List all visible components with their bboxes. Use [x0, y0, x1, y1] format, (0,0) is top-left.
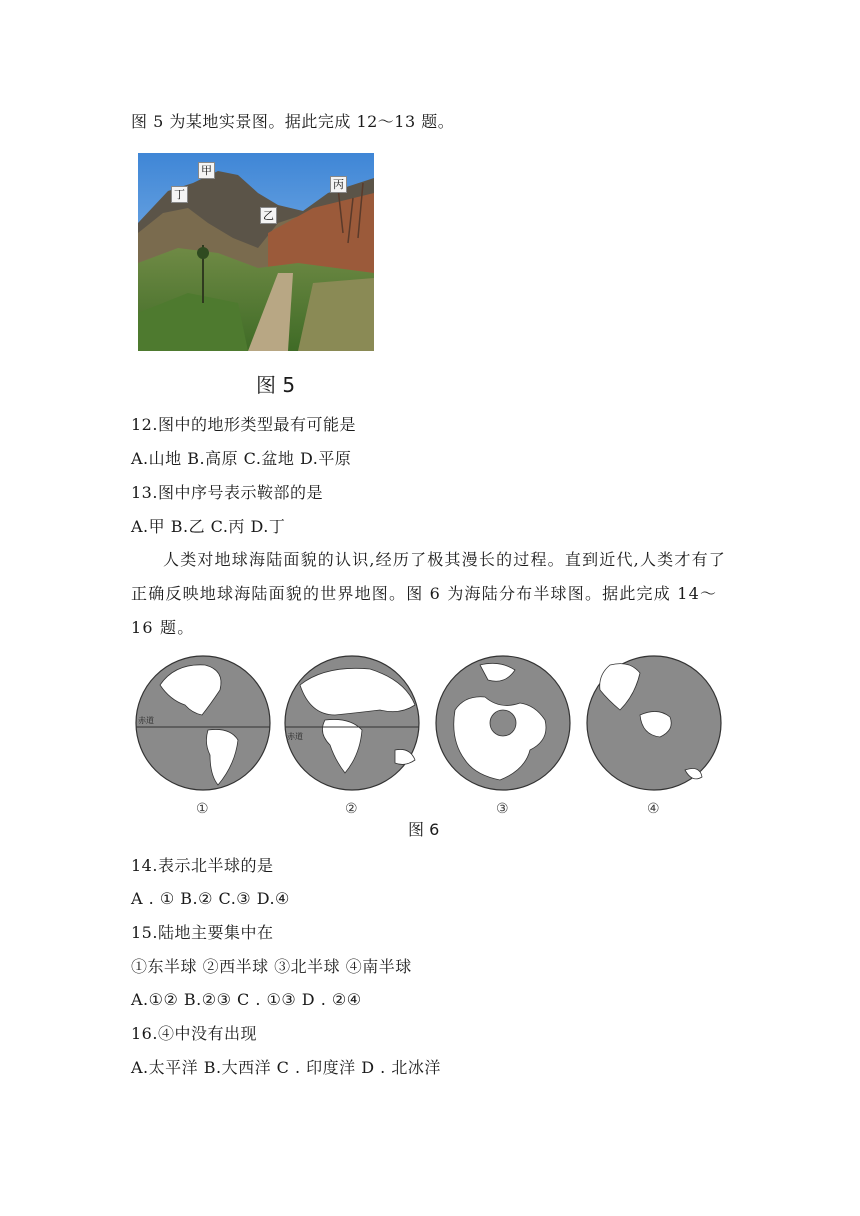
globe-2 [285, 656, 419, 790]
q15-choices: ①东半球 ②西半球 ③北半球 ④南半球 [131, 957, 412, 976]
globe-1 [136, 656, 270, 790]
equator-label-1: 赤道 [138, 716, 154, 725]
figure5-caption: 图 5 [256, 373, 296, 397]
globe-3 [436, 656, 570, 790]
intro-fig5: 图 5 为某地实景图。据此完成 12～13 题。 [131, 112, 455, 131]
q14-stem: 14.表示北半球的是 [131, 856, 274, 875]
q13-options: A.甲 B.乙 C.丙 D.丁 [131, 517, 286, 536]
q12-options: A.山地 B.高原 C.盆地 D.平原 [131, 449, 352, 468]
label-ding: 丁 [171, 186, 188, 203]
q16-options: A.太平洋 B.大西洋 C . 印度洋 D . 北冰洋 [131, 1058, 441, 1077]
equator-label-2: 赤道 [287, 732, 303, 741]
label-jia: 甲 [198, 162, 215, 179]
q12-stem: 12.图中的地形类型最有可能是 [131, 415, 356, 434]
globe-label-4: ④ [647, 801, 660, 817]
figure5-photo [138, 153, 374, 351]
q16-stem: 16.④中没有出现 [131, 1024, 257, 1043]
globe-label-3: ③ [496, 801, 509, 817]
globe-label-2: ② [345, 801, 358, 817]
figure6-globes [130, 655, 730, 825]
globe-4 [587, 656, 721, 790]
label-bing: 丙 [330, 176, 347, 193]
label-yi: 乙 [260, 207, 277, 224]
figure6-caption: 图 6 [408, 820, 440, 839]
passage: 人类对地球海陆面貌的认识,经历了极其漫长的过程。直到近代,人类才有了正确反映地球海陆面貌的世界地图。图 6 为海陆分布半球图。据此完成 14～16 题。 [131, 550, 726, 637]
q13-stem: 13.图中序号表示鞍部的是 [131, 483, 323, 502]
q15-options: A.①② B.②③ C . ①③ D . ②④ [131, 990, 362, 1009]
q15-stem: 15.陆地主要集中在 [131, 923, 274, 942]
globe-label-1: ① [196, 801, 209, 817]
q14-options: A . ① B.② C.③ D.④ [131, 889, 290, 908]
